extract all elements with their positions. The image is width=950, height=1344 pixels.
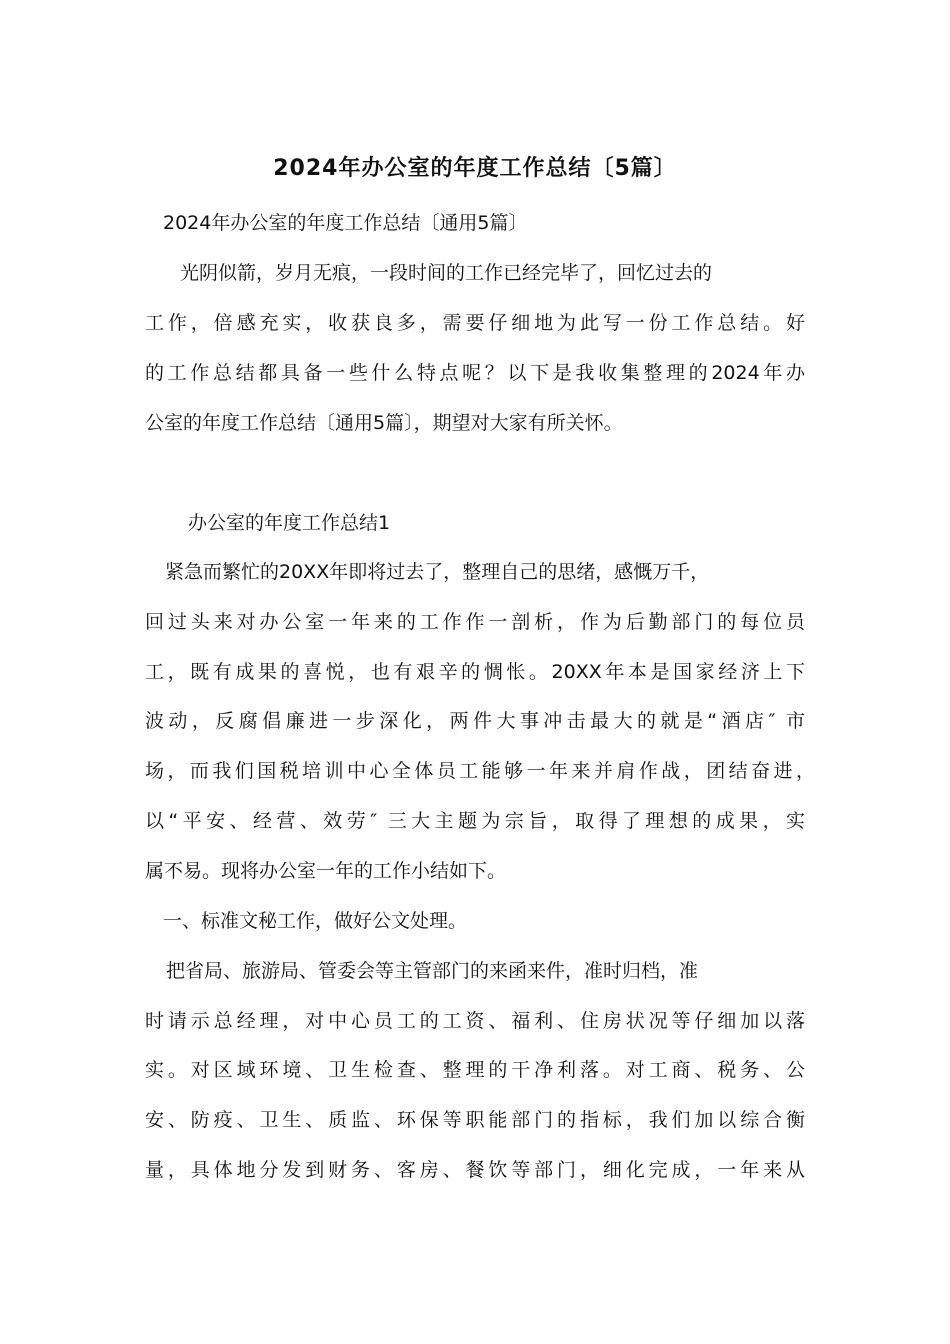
paragraph-line: 把省局、旅游局、管委会等主管部门的来函来件，准时归档，准 xyxy=(166,960,699,982)
paragraph-line: 以“平安、经营、效劳″ 三大主题为宗旨，取得了理想的成果，实 xyxy=(145,810,805,832)
paragraph-line: 紧急而繁忙的20XX年即将过去了，整理自己的思绪，感慨万千， xyxy=(165,561,710,583)
intro-line: 公室的年度工作总结〔通用5篇〕，期望对大家有所关怀。 xyxy=(145,412,623,434)
document-title: 2024年办公室的年度工作总结〔5篇〕 xyxy=(273,156,677,181)
intro-line: 光阴似箭，岁月无痕，一段时间的工作已经完毕了，回忆过去的 xyxy=(180,262,713,284)
paragraph-line: 安、防疫、卫生、质监、环保等职能部门的指标，我们加以综合衡 xyxy=(145,1109,805,1131)
intro-line: 工作，倍感充实，收获良多，需要仔细地为此写一份工作总结。好 xyxy=(145,312,805,334)
paragraph-line: 场，而我们国税培训中心全体员工能够一年来并肩作战，团结奋进， xyxy=(145,760,815,782)
paragraph-line: 时请示总经理，对中心员工的工资、福利、住房状况等仔细加以落 xyxy=(145,1010,805,1032)
item-heading: 一、标准文秘工作，做好公文处理。 xyxy=(163,910,468,932)
paragraph-line: 工，既有成果的喜悦，也有艰辛的惆怅。20XX年本是国家经济上下 xyxy=(145,661,805,683)
paragraph-line: 实。对区域环境、卫生检查、整理的干净利落。对工商、税务、公 xyxy=(145,1059,805,1081)
document-subtitle: 2024年办公室的年度工作总结〔通用5篇〕 xyxy=(163,212,528,234)
paragraph-line: 属不易。现将办公室一年的工作小结如下。 xyxy=(145,860,507,882)
paragraph-line: 量，具体地分发到财务、客房、餐饮等部门，细化完成，一年来从 xyxy=(145,1159,805,1181)
intro-line: 的工作总结都具备一些什么特点呢？以下是我收集整理的2024年办 xyxy=(145,362,805,384)
paragraph-line: 波动，反腐倡廉进一步深化，两件大事冲击最大的就是“酒店″ 市 xyxy=(145,710,805,732)
section-heading: 办公室的年度工作总结1 xyxy=(188,512,391,534)
paragraph-line: 回过头来对办公室一年来的工作作一剖析，作为后勤部门的每位员 xyxy=(145,611,805,633)
